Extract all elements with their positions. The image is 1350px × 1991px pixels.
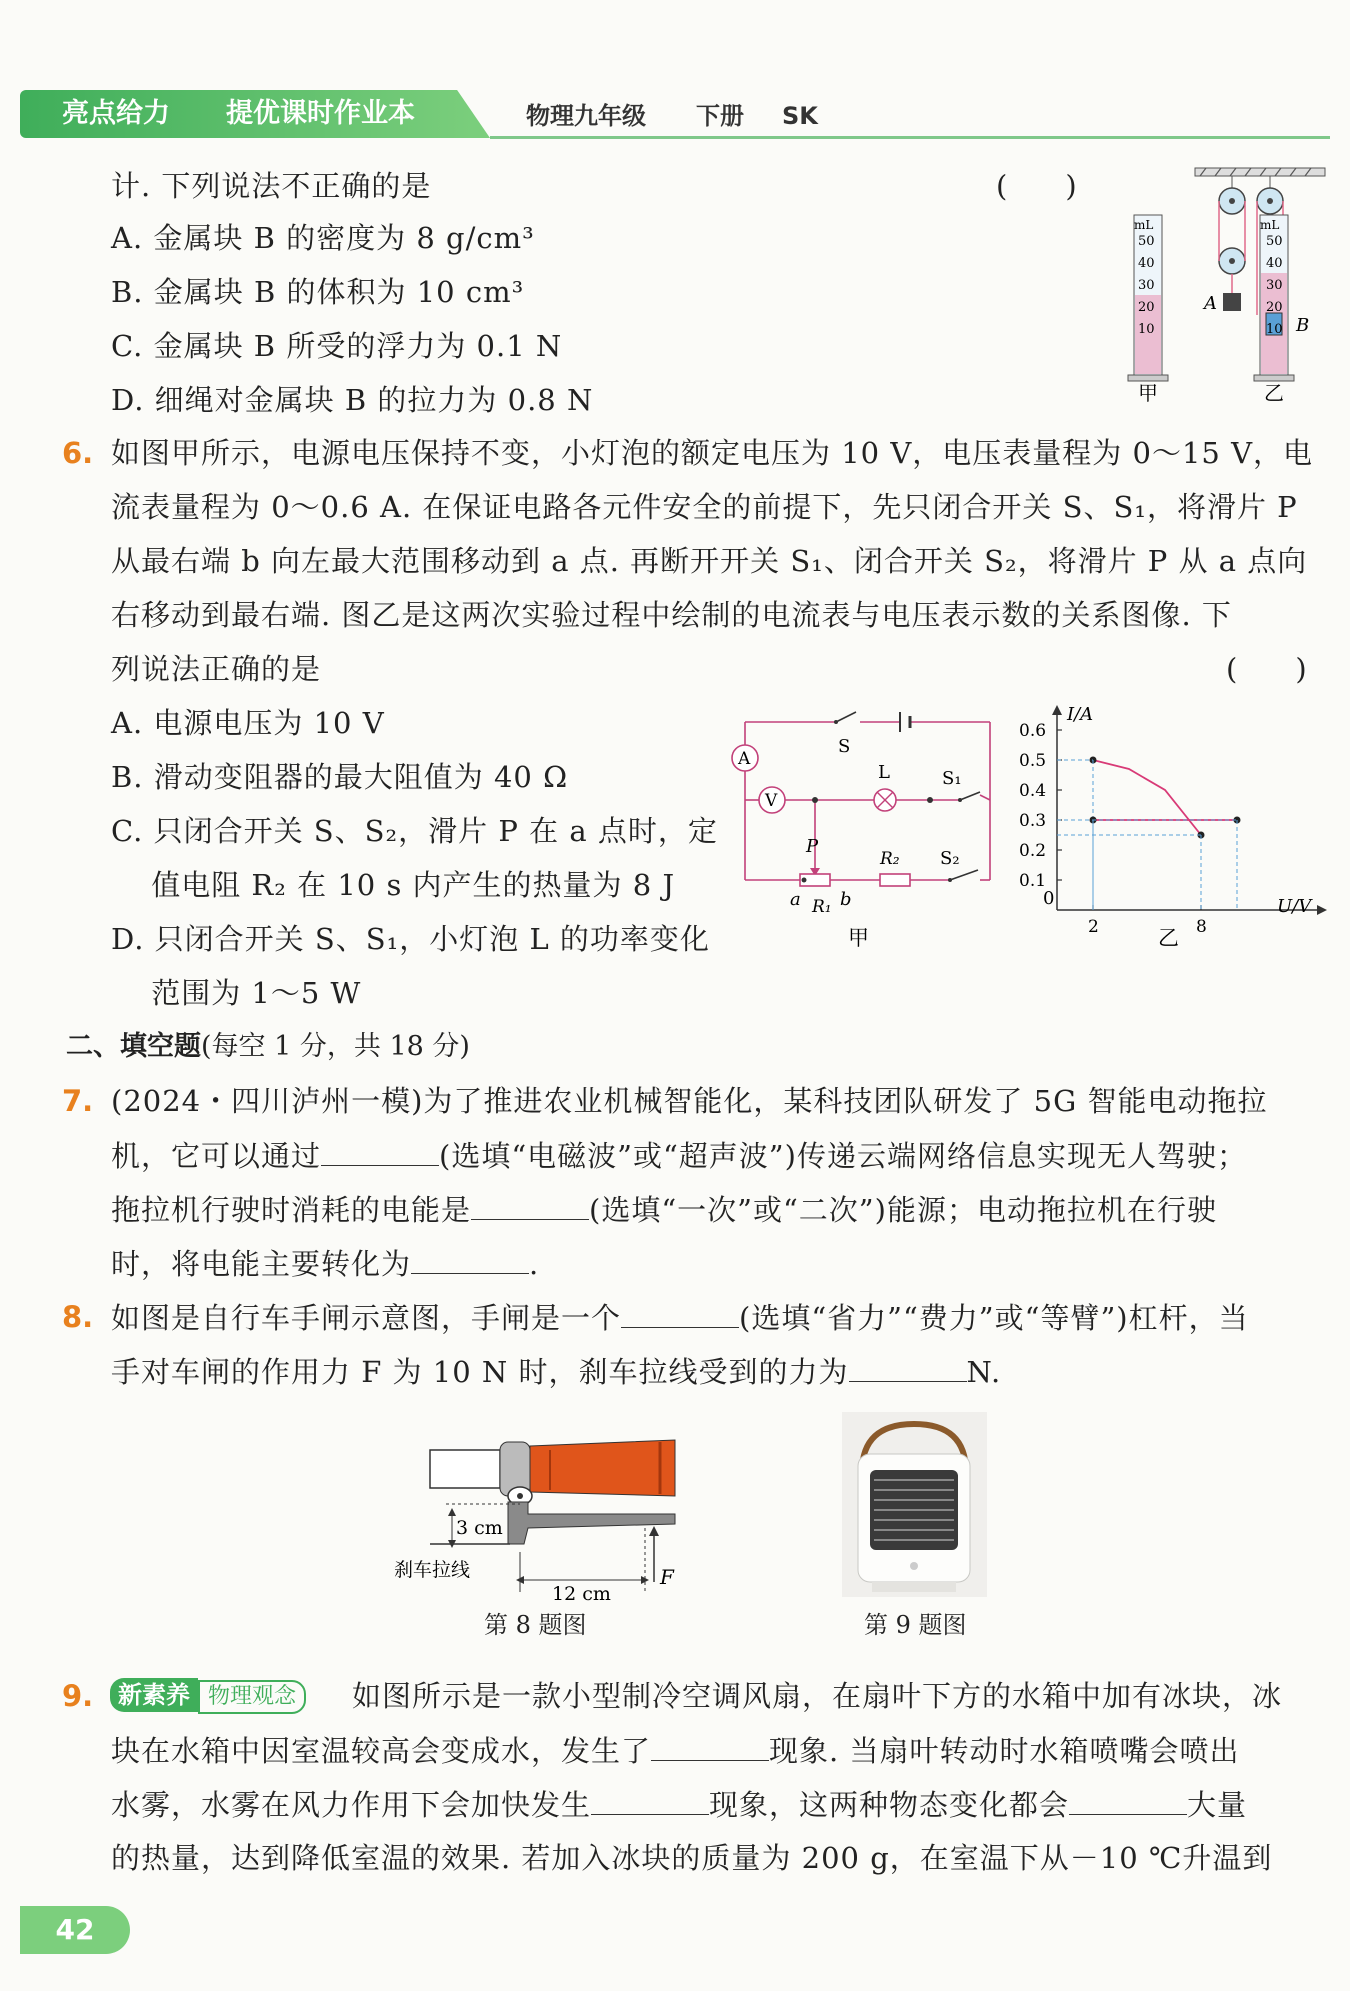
q9-figure bbox=[842, 1412, 987, 1597]
header-series: 提优课时作业本 bbox=[226, 98, 415, 129]
header-subject: 物理九年级 bbox=[526, 102, 646, 130]
q6-option-b: B. 滑动变阻器的最大阻值为 40 Ω bbox=[111, 760, 569, 794]
q7-line-2b: (选填“电磁波”或“超声波”)传递云端网络信息实现无人驾驶； bbox=[439, 1139, 1247, 1173]
q9-line-3 bbox=[111, 1784, 1247, 1825]
q9-caption: 第 9 题图 bbox=[864, 1611, 967, 1639]
section-title bbox=[66, 1027, 470, 1067]
q9-line-3b: 现象，这两种物态变化都会 bbox=[709, 1788, 1070, 1822]
q6-option-a: A. 电源电压为 10 V bbox=[111, 706, 385, 740]
q9-line-3a: 水雾，水雾在风力作用下会加快发生 bbox=[111, 1788, 592, 1822]
unit-left: mL bbox=[1134, 218, 1154, 232]
tick-right-50: 50 bbox=[1266, 234, 1283, 249]
tick-right-40: 40 bbox=[1266, 256, 1283, 271]
label-lamp: L bbox=[878, 762, 890, 783]
tick-left-50: 50 bbox=[1138, 234, 1155, 249]
header-rule bbox=[490, 136, 1330, 139]
pulley-right bbox=[1257, 176, 1283, 214]
label-s1: S₁ bbox=[942, 768, 962, 789]
switch-s2 bbox=[950, 870, 978, 880]
caption-jia: 甲 bbox=[1138, 381, 1158, 405]
block-a bbox=[1223, 293, 1241, 311]
y-axis-label: I/A bbox=[1067, 704, 1094, 725]
q8-line-1b: (选填“省力”“费力”或“等臂”)杠杆，当 bbox=[739, 1301, 1249, 1335]
resistor-r2 bbox=[880, 874, 910, 886]
x-axis-label: U/V bbox=[1277, 896, 1312, 917]
q7-line-3b: (选填“一次”或“二次”)能源；电动拖拉机在行驶 bbox=[589, 1193, 1217, 1227]
q8-line-2 bbox=[111, 1351, 1001, 1392]
q9-badge bbox=[110, 1678, 306, 1714]
y-tick-label: 0.3 bbox=[1019, 811, 1047, 831]
label-s: S bbox=[838, 736, 851, 757]
label-p: P bbox=[806, 836, 819, 857]
q7-line-4a: 时，将电能主要转化为 bbox=[111, 1247, 412, 1281]
q9-line-4: 的热量，达到降低室温的效果. 若加入冰块的质量为 200 g，在室温下从－10 ℃升温到 bbox=[111, 1841, 1273, 1875]
q5-option-d: D. 细绳对金属块 B 的拉力为 0.8 N bbox=[111, 383, 594, 417]
q6-option-c-cont: 值电阻 R₂ 在 10 s 内产生的热量为 8 J bbox=[111, 868, 676, 902]
q6-graph bbox=[1015, 700, 1335, 960]
q6-line-2: 流表量程为 0～0.6 A. 在保证电路各元件安全的前提下，先只闭合开关 S、S₁，将滑片 P bbox=[111, 490, 1298, 524]
q9-blank-3[interactable] bbox=[1069, 1784, 1187, 1815]
section-title-text: 二、填空题 bbox=[66, 1031, 201, 1062]
tick-right-30: 30 bbox=[1266, 278, 1283, 293]
y-tick-label: 0.2 bbox=[1019, 841, 1047, 861]
q6-number: 6. bbox=[62, 436, 94, 470]
q7-line-2 bbox=[111, 1135, 1247, 1176]
lever bbox=[508, 1502, 675, 1544]
q5-option-c: C. 金属块 B 所受的浮力为 0.1 N bbox=[111, 329, 563, 363]
q6-line-1: 如图甲所示，电源电压保持不变，小灯泡的额定电压为 10 V，电压表量程为 0～15 V，电 bbox=[111, 436, 1314, 470]
label-b-point: b bbox=[840, 889, 852, 910]
cable-label: 刹车拉线 bbox=[394, 1559, 471, 1581]
label-r1: R₁ bbox=[812, 897, 832, 917]
q9-blank-2[interactable] bbox=[591, 1784, 709, 1815]
header-brand: 亮点给力 bbox=[62, 98, 170, 129]
header-volume: 下册 bbox=[696, 102, 744, 130]
force-label: F bbox=[660, 1565, 674, 1589]
label-a: A bbox=[1204, 293, 1217, 314]
q5-option-b: B. 金属块 B 的体积为 10 cm³ bbox=[111, 275, 525, 309]
q9-line-3c: 大量 bbox=[1187, 1788, 1248, 1822]
q8-blank-1[interactable] bbox=[621, 1297, 739, 1328]
caption-yi: 乙 bbox=[1264, 381, 1284, 405]
circuit-caption: 甲 bbox=[848, 926, 869, 950]
dim-3cm: 3 cm bbox=[456, 1517, 503, 1539]
q8-figure bbox=[390, 1432, 690, 1602]
label-voltmeter: V bbox=[765, 791, 778, 811]
q9-line-2b: 现象. 当扇叶转动时水箱喷嘴会喷出 bbox=[769, 1734, 1240, 1768]
origin-label: 0 bbox=[1043, 888, 1055, 909]
tick-right-20: 20 bbox=[1266, 300, 1283, 315]
q9-blank-1[interactable] bbox=[651, 1730, 769, 1761]
y-tick-label: 0.6 bbox=[1019, 721, 1047, 741]
q5-figure bbox=[1120, 165, 1335, 410]
q7-number: 7. bbox=[62, 1084, 94, 1118]
header-edition: SK bbox=[782, 102, 818, 130]
q8-line-1 bbox=[111, 1297, 1249, 1338]
page-number: 42 bbox=[20, 1906, 130, 1954]
q6-circuit bbox=[730, 700, 1005, 960]
q8-line-2b: N. bbox=[966, 1355, 1002, 1389]
switch-s1 bbox=[960, 792, 980, 800]
q6-line-5: 列说法正确的是 bbox=[111, 652, 322, 686]
grip bbox=[530, 1440, 675, 1496]
label-r2: R₂ bbox=[880, 849, 900, 869]
label-a-point: a bbox=[790, 889, 801, 910]
y-tick-label: 0.5 bbox=[1019, 751, 1047, 771]
tick-right-10: 10 bbox=[1266, 322, 1283, 337]
q7-line-3 bbox=[111, 1189, 1217, 1230]
x-tick-label: 8 bbox=[1196, 917, 1207, 937]
handlebar bbox=[430, 1450, 500, 1488]
q9-line-2 bbox=[111, 1730, 1239, 1771]
pulley-movable bbox=[1219, 248, 1245, 274]
q7-line-1: (2024・四川泸州一模)为了推进农业机械智能化，某科技团队研发了 5G 智能电动拖拉 bbox=[111, 1084, 1268, 1118]
label-b: B bbox=[1296, 315, 1310, 336]
q9-number: 9. bbox=[62, 1679, 94, 1713]
q8-blank-2[interactable] bbox=[849, 1351, 967, 1382]
q7-line-4 bbox=[111, 1243, 539, 1284]
switch-s bbox=[836, 712, 856, 722]
badge-physics-concept: 物理观念 bbox=[198, 1680, 306, 1714]
tick-left-10: 10 bbox=[1138, 322, 1155, 337]
q6-option-d-cont: 范围为 1～5 W bbox=[111, 976, 362, 1010]
q8-caption: 第 8 题图 bbox=[484, 1611, 587, 1639]
q6-option-c: C. 只闭合开关 S、S₂，滑片 P 在 a 点时，定 bbox=[111, 814, 718, 848]
dim-12cm: 12 cm bbox=[552, 1583, 611, 1602]
label-ammeter: A bbox=[738, 749, 751, 769]
tick-left-20: 20 bbox=[1138, 300, 1155, 315]
unit-right: mL bbox=[1260, 218, 1280, 232]
graph-caption: 乙 bbox=[1158, 926, 1179, 950]
q5-stem-tail: 计. 下列说法不正确的是 bbox=[111, 169, 432, 203]
series-curve-line bbox=[1093, 760, 1201, 835]
pulley-left bbox=[1219, 176, 1245, 214]
q8-number: 8. bbox=[62, 1300, 94, 1334]
q9-line-1: 如图所示是一款小型制冷空调风扇，在扇叶下方的水箱中加有冰块，冰 bbox=[352, 1679, 1283, 1713]
q6-option-d: D. 只闭合开关 S、S₁，小灯泡 L 的功率变化 bbox=[111, 922, 710, 956]
q7-line-2a: 机，它可以通过 bbox=[111, 1139, 322, 1173]
q5-option-a: A. 金属块 B 的密度为 8 g/cm³ bbox=[111, 221, 535, 255]
x-tick-label: 2 bbox=[1088, 917, 1099, 937]
q7-blank-3[interactable] bbox=[411, 1243, 529, 1274]
q8-line-2a: 手对车闸的作用力 F 为 10 N 时，刹车拉线受到的力为 bbox=[111, 1355, 849, 1389]
q7-line-3a: 拖拉机行驶时消耗的电能是 bbox=[111, 1193, 472, 1227]
q7-line-4b: . bbox=[529, 1247, 540, 1281]
badge-new-literacy: 新素养 bbox=[110, 1678, 198, 1712]
q5-answer-paren: ( ) bbox=[996, 169, 1077, 203]
q6-line-3: 从最右端 b 向左最大范围移动到 a 点. 再断开开关 S₁、闭合开关 S₂，将滑片 P 从 a 点向 bbox=[111, 544, 1308, 578]
q6-line-4: 右移动到最右端. 图乙是这两次实验过程中绘制的电流表与电压表示数的关系图像. 下 bbox=[111, 598, 1232, 632]
y-tick-label: 0.1 bbox=[1019, 871, 1047, 891]
q7-blank-1[interactable] bbox=[321, 1135, 439, 1166]
section-note: (每空 1 分，共 18 分) bbox=[201, 1031, 470, 1062]
q9-line-2a: 块在水箱中因室温较高会变成水，发生了 bbox=[111, 1734, 652, 1768]
label-s2: S₂ bbox=[940, 848, 960, 869]
q7-blank-2[interactable] bbox=[471, 1189, 589, 1220]
q6-answer-paren: ( ) bbox=[1226, 652, 1307, 686]
q8-line-1a: 如图是自行车手闸示意图，手闸是一个 bbox=[111, 1301, 622, 1335]
tick-left-40: 40 bbox=[1138, 256, 1155, 271]
tick-left-30: 30 bbox=[1138, 278, 1155, 293]
y-tick-label: 0.4 bbox=[1019, 781, 1047, 801]
